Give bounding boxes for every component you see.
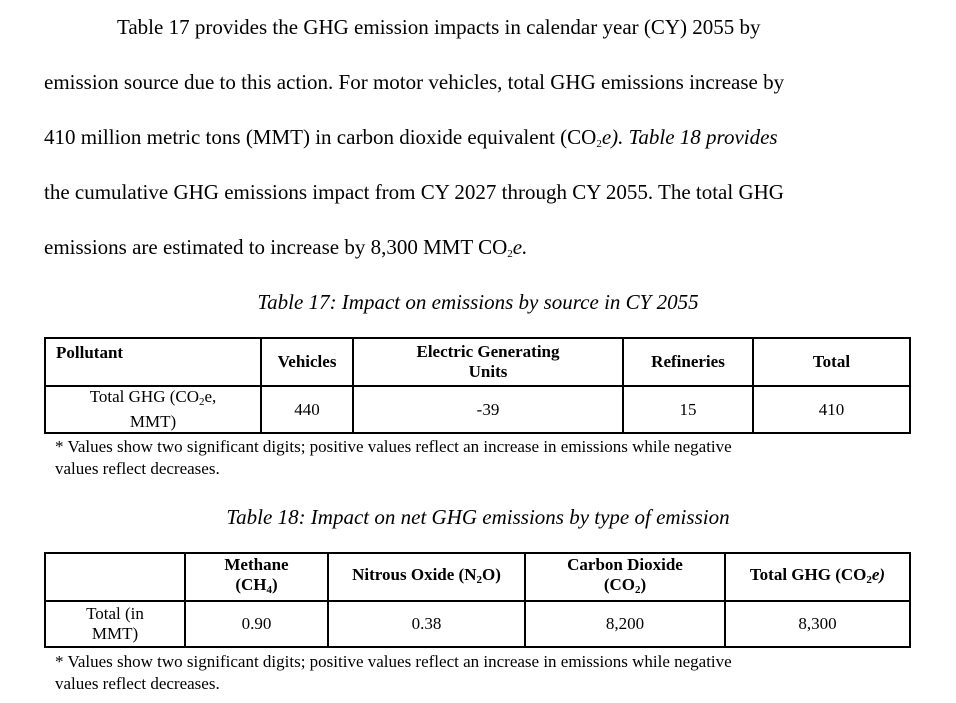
header-n2o xyxy=(328,553,525,601)
cell-co2: 8,200 xyxy=(525,601,725,647)
table18-caption: Table 18: Impact on net GHG emissions by type of emission xyxy=(226,505,730,529)
table18-footnote xyxy=(55,651,915,695)
paragraph-text: 410 million metric tons (MMT) in carbon dioxide equivalent (CO xyxy=(44,125,597,149)
table17-header-row xyxy=(45,338,910,386)
table18-header-row xyxy=(45,553,910,601)
cell-total: 410 xyxy=(753,386,910,433)
header-co2-line1: Carbon Dioxide xyxy=(567,554,683,574)
header-methane-line2: (CH xyxy=(235,574,267,594)
table17 xyxy=(44,337,911,434)
subscript: 2 xyxy=(199,396,205,408)
header-methane-line1: Methane xyxy=(224,554,289,574)
subscript: 2 xyxy=(507,248,513,260)
header-vehicles: Vehicles xyxy=(261,338,353,386)
header-co2 xyxy=(525,553,725,601)
paragraph-line xyxy=(44,110,924,165)
cell-refineries: 15 xyxy=(623,386,753,433)
header-refineries: Refineries xyxy=(623,338,753,386)
paragraph-line xyxy=(44,220,924,275)
table-row xyxy=(45,386,910,433)
paragraph-line: Table 17 provides the GHG emission impacts in calendar year (CY) 2055 by xyxy=(117,15,761,39)
footnote-line: values reflect decreases. xyxy=(55,674,220,693)
table-row xyxy=(45,601,910,647)
table17-caption: Table 17: Impact on emissions by source in CY 2055 xyxy=(257,290,699,314)
header-total: Total xyxy=(753,338,910,386)
row-label-text: e, xyxy=(204,387,217,406)
subscript: 2 xyxy=(866,573,872,586)
paragraph-line: the cumulative GHG emissions impact from CY 2027 through CY 2055. The total GHG xyxy=(44,180,784,204)
row-label xyxy=(45,601,185,647)
footnote-line: * Values show two significant digits; positive values reflect an increase in emissions while negative xyxy=(55,437,732,456)
paragraph-text: e). Table 18 provides xyxy=(601,125,778,149)
subscript: 2 xyxy=(476,573,482,586)
row-label-text: Total GHG (CO xyxy=(89,387,199,406)
header-total-ghg xyxy=(725,553,910,601)
cell-n2o: 0.38 xyxy=(328,601,525,647)
footnote-line: * Values show two significant digits; positive values reflect an increase in emissions while negative xyxy=(55,652,732,671)
header-egu-line1: Electric Generating xyxy=(416,342,560,361)
header-n2o-text: Nitrous Oxide (N xyxy=(352,564,477,584)
cell-vehicles: 440 xyxy=(261,386,353,433)
table18 xyxy=(44,552,911,648)
subscript: 4 xyxy=(266,583,272,596)
paragraph-text: e. xyxy=(512,235,528,259)
header-methane-line2: ) xyxy=(272,574,278,594)
header-empty xyxy=(45,553,185,601)
row-label xyxy=(45,386,261,433)
cell-egu: -39 xyxy=(353,386,623,433)
header-n2o-text: O) xyxy=(481,564,501,584)
paragraph-text: emissions are estimated to increase by 8,300 MMT CO xyxy=(44,235,508,259)
header-egu xyxy=(353,338,623,386)
header-egu-line2: Units xyxy=(468,362,508,381)
header-total-text: e) xyxy=(871,564,886,584)
table17-footnote xyxy=(55,436,915,480)
header-co2-line2: (CO xyxy=(603,574,635,594)
cell-total: 8,300 xyxy=(725,601,910,647)
row-label-text: MMT) xyxy=(91,624,139,643)
header-pollutant: Pollutant xyxy=(45,338,261,386)
row-label-text: MMT) xyxy=(129,412,177,431)
footnote-line: values reflect decreases. xyxy=(55,459,220,478)
header-total-text: Total GHG (CO xyxy=(749,564,867,584)
cell-methane: 0.90 xyxy=(185,601,328,647)
row-label-text: Total (in xyxy=(86,604,144,623)
subscript: 2 xyxy=(596,138,602,150)
header-co2-line2: ) xyxy=(640,574,647,594)
header-methane xyxy=(185,553,328,601)
subscript: 2 xyxy=(635,583,641,596)
paragraph-line: emission source due to this action. For motor vehicles, total GHG emissions increase by xyxy=(44,70,785,94)
body-paragraph xyxy=(44,0,924,275)
